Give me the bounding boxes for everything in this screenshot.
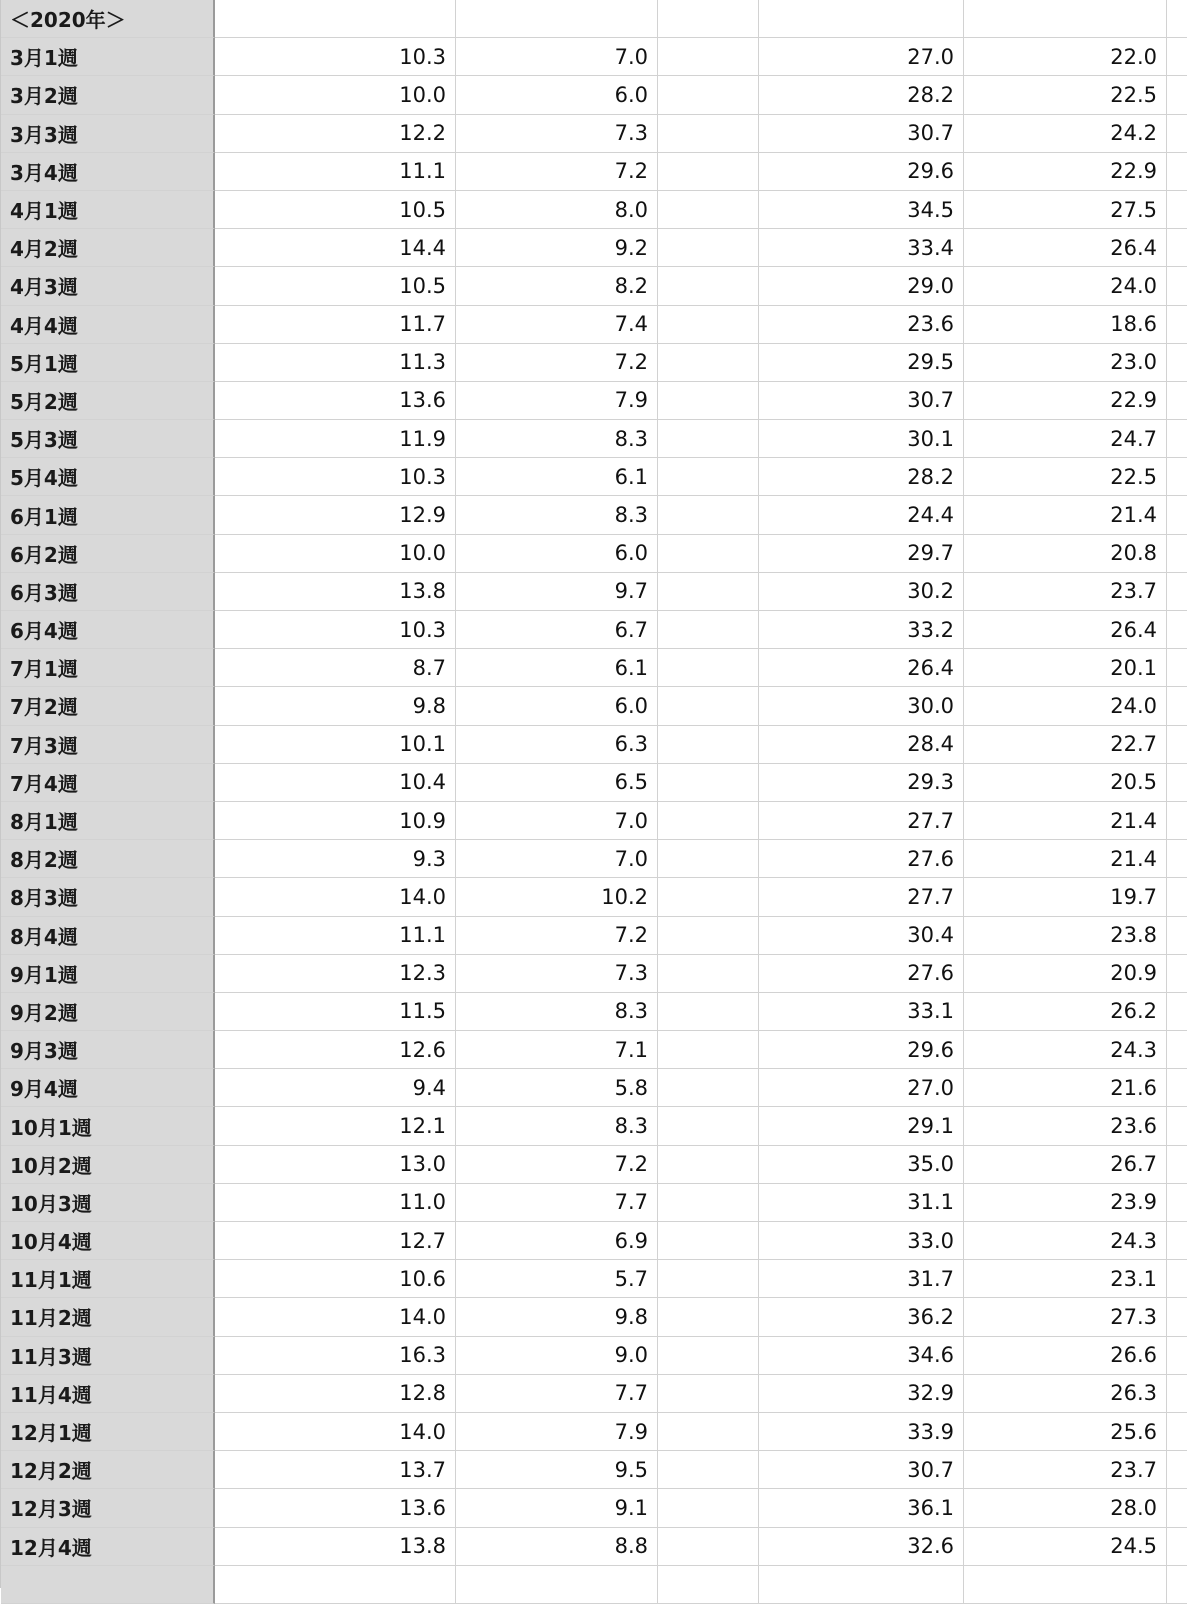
value-cell[interactable]: 22.7 [964, 726, 1167, 764]
value-cell[interactable]: 9.1 [456, 1489, 658, 1527]
value-cell[interactable]: 21.4 [964, 802, 1167, 840]
value-cell[interactable]: 23.6 [759, 306, 964, 344]
value-cell[interactable]: 31.1 [759, 1184, 964, 1222]
overflow-column-cell [1167, 1337, 1187, 1375]
value-cell[interactable] [658, 38, 759, 76]
empty-cell[interactable] [215, 1566, 456, 1604]
value-cell[interactable] [658, 191, 759, 229]
row-label-week[interactable]: 12月1週 [1, 1413, 215, 1451]
value-cell[interactable]: 7.2 [456, 917, 658, 955]
value-cell[interactable]: 30.7 [759, 1451, 964, 1489]
row-label-week[interactable]: 6月1週 [1, 496, 215, 534]
value-cell[interactable]: 10.0 [215, 535, 456, 573]
value-cell[interactable]: 10.5 [215, 191, 456, 229]
value-cell[interactable]: 12.7 [215, 1222, 456, 1260]
value-cell[interactable] [658, 993, 759, 1031]
value-cell[interactable]: 12.1 [215, 1107, 456, 1145]
value-cell[interactable] [658, 878, 759, 916]
value-cell[interactable] [658, 573, 759, 611]
value-cell[interactable]: 36.1 [759, 1489, 964, 1527]
value-cell[interactable]: 6.3 [456, 726, 658, 764]
row-label-week[interactable]: 6月4週 [1, 611, 215, 649]
value-cell[interactable] [658, 420, 759, 458]
value-cell[interactable] [658, 229, 759, 267]
value-cell[interactable]: 24.5 [964, 1528, 1167, 1566]
value-cell[interactable]: 18.6 [964, 306, 1167, 344]
row-label-week[interactable]: 11月4週 [1, 1375, 215, 1413]
value-cell[interactable]: 10.9 [215, 802, 456, 840]
value-cell[interactable]: 13.8 [215, 573, 456, 611]
value-cell[interactable]: 26.6 [964, 1337, 1167, 1375]
value-cell[interactable]: 33.2 [759, 611, 964, 649]
value-cell[interactable]: 10.1 [215, 726, 456, 764]
value-cell[interactable]: 8.0 [456, 191, 658, 229]
overflow-column-cell [1167, 306, 1187, 344]
value-cell[interactable]: 11.9 [215, 420, 456, 458]
value-cell[interactable] [658, 496, 759, 534]
value-cell[interactable]: 13.6 [215, 382, 456, 420]
row-label-week[interactable]: 12月4週 [1, 1528, 215, 1566]
value-cell[interactable]: 34.5 [759, 191, 964, 229]
value-cell[interactable]: 9.3 [215, 840, 456, 878]
row-label-week[interactable]: 5月3週 [1, 420, 215, 458]
overflow-column-cell [1167, 267, 1187, 305]
value-cell[interactable] [658, 115, 759, 153]
value-cell[interactable] [658, 1260, 759, 1298]
value-cell[interactable]: 27.6 [759, 955, 964, 993]
value-cell[interactable]: 7.3 [456, 955, 658, 993]
value-cell[interactable]: 13.7 [215, 1451, 456, 1489]
overflow-column-cell [1167, 1566, 1187, 1604]
row-label-week[interactable]: 6月3週 [1, 573, 215, 611]
value-cell[interactable]: 7.9 [456, 1413, 658, 1451]
row-label-week[interactable]: 10月1週 [1, 1107, 215, 1145]
row-label-week[interactable]: 3月1週 [1, 38, 215, 76]
value-cell[interactable]: 23.1 [964, 1260, 1167, 1298]
value-cell[interactable]: 24.2 [964, 115, 1167, 153]
value-cell[interactable]: 21.4 [964, 496, 1167, 534]
value-cell[interactable]: 9.0 [456, 1337, 658, 1375]
value-cell[interactable]: 13.0 [215, 1146, 456, 1184]
row-label-week[interactable]: 4月1週 [1, 191, 215, 229]
value-cell[interactable] [658, 1184, 759, 1222]
value-cell[interactable]: 25.6 [964, 1413, 1167, 1451]
value-cell[interactable]: 7.7 [456, 1375, 658, 1413]
value-cell[interactable]: 22.9 [964, 382, 1167, 420]
overflow-column-cell [1167, 1298, 1187, 1336]
value-cell[interactable]: 29.6 [759, 1031, 964, 1069]
value-cell[interactable]: 28.0 [964, 1489, 1167, 1527]
value-cell[interactable] [658, 687, 759, 725]
value-cell[interactable]: 22.9 [964, 153, 1167, 191]
value-cell[interactable]: 22.5 [964, 458, 1167, 496]
value-cell[interactable]: 27.0 [759, 38, 964, 76]
value-cell[interactable]: 10.4 [215, 764, 456, 802]
overflow-column-cell [1167, 1222, 1187, 1260]
value-cell[interactable]: 7.0 [456, 38, 658, 76]
value-cell[interactable] [658, 955, 759, 993]
row-label-week[interactable]: 11月2週 [1, 1298, 215, 1336]
value-cell[interactable]: 24.0 [964, 267, 1167, 305]
value-cell[interactable]: 9.8 [215, 687, 456, 725]
value-cell[interactable]: 12.6 [215, 1031, 456, 1069]
value-cell[interactable]: 8.3 [456, 1107, 658, 1145]
value-cell[interactable] [658, 1375, 759, 1413]
value-cell[interactable]: 24.4 [759, 496, 964, 534]
value-cell[interactable]: 6.1 [456, 649, 658, 687]
value-cell[interactable]: 24.7 [964, 420, 1167, 458]
overflow-column-cell [1167, 0, 1187, 38]
row-label-week[interactable]: 3月2週 [1, 76, 215, 114]
value-cell[interactable]: 9.5 [456, 1451, 658, 1489]
value-cell[interactable]: 10.3 [215, 458, 456, 496]
value-cell[interactable]: 33.1 [759, 993, 964, 1031]
value-cell[interactable]: 9.7 [456, 573, 658, 611]
row-label-week[interactable]: 12月3週 [1, 1489, 215, 1527]
value-cell[interactable]: 33.0 [759, 1222, 964, 1260]
value-cell[interactable]: 26.4 [964, 611, 1167, 649]
header-empty-cell[interactable] [456, 0, 658, 38]
value-cell[interactable]: 8.2 [456, 267, 658, 305]
value-cell[interactable]: 30.7 [759, 382, 964, 420]
value-cell[interactable]: 13.8 [215, 1528, 456, 1566]
value-cell[interactable] [658, 1031, 759, 1069]
value-cell[interactable]: 30.0 [759, 687, 964, 725]
value-cell[interactable]: 27.6 [759, 840, 964, 878]
header-empty-cell[interactable] [215, 0, 456, 38]
value-cell[interactable]: 22.0 [964, 38, 1167, 76]
value-cell[interactable]: 7.4 [456, 306, 658, 344]
value-cell[interactable]: 6.9 [456, 1222, 658, 1260]
row-label-week[interactable]: 10月2週 [1, 1146, 215, 1184]
value-cell[interactable]: 14.0 [215, 1413, 456, 1451]
overflow-column-cell [1167, 1260, 1187, 1298]
value-cell[interactable]: 7.9 [456, 382, 658, 420]
value-cell[interactable]: 9.8 [456, 1298, 658, 1336]
value-cell[interactable]: 29.3 [759, 764, 964, 802]
value-cell[interactable] [658, 764, 759, 802]
value-cell[interactable]: 14.0 [215, 878, 456, 916]
value-cell[interactable]: 11.7 [215, 306, 456, 344]
overflow-column-cell [1167, 611, 1187, 649]
overflow-column-cell [1167, 382, 1187, 420]
value-cell[interactable]: 10.3 [215, 38, 456, 76]
value-cell[interactable] [658, 1069, 759, 1107]
value-cell[interactable]: 12.2 [215, 115, 456, 153]
overflow-column-cell [1167, 76, 1187, 114]
value-cell[interactable]: 6.5 [456, 764, 658, 802]
value-cell[interactable]: 9.2 [456, 229, 658, 267]
value-cell[interactable]: 29.7 [759, 535, 964, 573]
row-label-week[interactable]: 7月1週 [1, 649, 215, 687]
overflow-column-cell [1167, 115, 1187, 153]
value-cell[interactable] [658, 726, 759, 764]
row-label-week[interactable]: 8月4週 [1, 917, 215, 955]
value-cell[interactable] [658, 802, 759, 840]
value-cell[interactable]: 29.5 [759, 344, 964, 382]
row-label-week[interactable]: 9月2週 [1, 993, 215, 1031]
row-label-week[interactable]: 8月2週 [1, 840, 215, 878]
row-label-week[interactable]: 9月1週 [1, 955, 215, 993]
row-label-week[interactable]: 11月1週 [1, 1260, 215, 1298]
overflow-column-cell [1167, 153, 1187, 191]
value-cell[interactable]: 23.0 [964, 344, 1167, 382]
empty-cell[interactable] [759, 1566, 964, 1604]
value-cell[interactable]: 26.4 [964, 229, 1167, 267]
overflow-column-cell [1167, 1413, 1187, 1451]
value-cell[interactable]: 30.4 [759, 917, 964, 955]
value-cell[interactable] [658, 306, 759, 344]
overflow-column-cell [1167, 229, 1187, 267]
row-label-week[interactable]: 9月4週 [1, 1069, 215, 1107]
value-cell[interactable] [658, 382, 759, 420]
overflow-column-cell [1167, 1489, 1187, 1527]
overflow-column-cell [1167, 1031, 1187, 1069]
value-cell[interactable] [658, 1222, 759, 1260]
value-cell[interactable]: 9.4 [215, 1069, 456, 1107]
value-cell[interactable]: 27.7 [759, 802, 964, 840]
row-label-week[interactable]: 7月2週 [1, 687, 215, 725]
value-cell[interactable]: 8.3 [456, 496, 658, 534]
value-cell[interactable]: 23.7 [964, 1451, 1167, 1489]
row-label-week[interactable]: 4月3週 [1, 267, 215, 305]
overflow-column-cell [1167, 917, 1187, 955]
value-cell[interactable]: 23.6 [964, 1107, 1167, 1145]
value-cell[interactable]: 27.0 [759, 1069, 964, 1107]
value-cell[interactable] [658, 153, 759, 191]
value-cell[interactable]: 23.7 [964, 573, 1167, 611]
overflow-column-cell [1167, 687, 1187, 725]
row-label-week[interactable]: 5月1週 [1, 344, 215, 382]
value-cell[interactable] [658, 535, 759, 573]
row-label-week[interactable]: 6月2週 [1, 535, 215, 573]
value-cell[interactable]: 26.2 [964, 993, 1167, 1031]
overflow-column-cell [1167, 420, 1187, 458]
value-cell[interactable]: 13.6 [215, 1489, 456, 1527]
header-empty-cell[interactable] [759, 0, 964, 38]
value-cell[interactable]: 10.5 [215, 267, 456, 305]
row-label-week[interactable]: 7月4週 [1, 764, 215, 802]
value-cell[interactable]: 6.0 [456, 687, 658, 725]
row-label-week[interactable]: 11月3週 [1, 1337, 215, 1375]
overflow-column-cell [1167, 840, 1187, 878]
row-label-week[interactable]: 10月3週 [1, 1184, 215, 1222]
overflow-column-cell [1167, 344, 1187, 382]
row-label-week[interactable]: 5月2週 [1, 382, 215, 420]
value-cell[interactable]: 11.3 [215, 344, 456, 382]
value-cell[interactable]: 6.0 [456, 76, 658, 114]
value-cell[interactable] [658, 1413, 759, 1451]
row-label-week[interactable]: 5月4週 [1, 458, 215, 496]
value-cell[interactable]: 11.0 [215, 1184, 456, 1222]
overflow-column-cell [1167, 1146, 1187, 1184]
value-cell[interactable]: 27.3 [964, 1298, 1167, 1336]
overflow-column-cell [1167, 1184, 1187, 1222]
value-cell[interactable] [658, 1298, 759, 1336]
value-cell[interactable]: 27.5 [964, 191, 1167, 229]
overflow-column-cell [1167, 764, 1187, 802]
value-cell[interactable]: 33.4 [759, 229, 964, 267]
value-cell[interactable]: 14.4 [215, 229, 456, 267]
value-cell[interactable]: 27.7 [759, 878, 964, 916]
row-label-week[interactable]: 8月3週 [1, 878, 215, 916]
value-cell[interactable] [658, 267, 759, 305]
overflow-column-cell [1167, 496, 1187, 534]
value-cell[interactable]: 22.5 [964, 76, 1167, 114]
value-cell[interactable]: 11.1 [215, 917, 456, 955]
value-cell[interactable]: 14.0 [215, 1298, 456, 1336]
empty-cell[interactable] [658, 1566, 759, 1604]
value-cell[interactable]: 12.9 [215, 496, 456, 534]
overflow-column-cell [1167, 802, 1187, 840]
row-label-week[interactable]: 7月3週 [1, 726, 215, 764]
value-cell[interactable] [658, 611, 759, 649]
value-cell[interactable]: 29.1 [759, 1107, 964, 1145]
value-cell[interactable] [658, 458, 759, 496]
empty-cell[interactable] [456, 1566, 658, 1604]
overflow-column-cell [1167, 1451, 1187, 1489]
value-cell[interactable]: 6.7 [456, 611, 658, 649]
value-cell[interactable]: 28.2 [759, 76, 964, 114]
value-cell[interactable]: 11.1 [215, 153, 456, 191]
value-cell[interactable]: 21.4 [964, 840, 1167, 878]
overflow-column-cell [1167, 1107, 1187, 1145]
row-label-week[interactable]: 4月2週 [1, 229, 215, 267]
value-cell[interactable]: 28.4 [759, 726, 964, 764]
row-label-week[interactable]: 4月4週 [1, 306, 215, 344]
overflow-column-cell [1167, 535, 1187, 573]
value-cell[interactable]: 30.7 [759, 115, 964, 153]
value-cell[interactable]: 21.6 [964, 1069, 1167, 1107]
value-cell[interactable]: 7.2 [456, 1146, 658, 1184]
value-cell[interactable]: 19.7 [964, 878, 1167, 916]
row-label-week[interactable]: 10月4週 [1, 1222, 215, 1260]
value-cell[interactable]: 16.3 [215, 1337, 456, 1375]
value-cell[interactable]: 12.3 [215, 955, 456, 993]
value-cell[interactable]: 24.3 [964, 1222, 1167, 1260]
value-cell[interactable]: 30.1 [759, 420, 964, 458]
value-cell[interactable]: 5.7 [456, 1260, 658, 1298]
value-cell[interactable] [658, 840, 759, 878]
row-label-week[interactable]: 3月3週 [1, 115, 215, 153]
value-cell[interactable]: 29.0 [759, 267, 964, 305]
value-cell[interactable] [658, 917, 759, 955]
value-cell[interactable]: 20.1 [964, 649, 1167, 687]
value-cell[interactable] [658, 1489, 759, 1527]
value-cell[interactable]: 6.0 [456, 535, 658, 573]
value-cell[interactable] [658, 76, 759, 114]
value-cell[interactable]: 7.0 [456, 840, 658, 878]
row-label-week[interactable]: 8月1週 [1, 802, 215, 840]
value-cell[interactable]: 10.3 [215, 611, 456, 649]
value-cell[interactable]: 5.8 [456, 1069, 658, 1107]
value-cell[interactable]: 20.5 [964, 764, 1167, 802]
value-cell[interactable]: 26.3 [964, 1375, 1167, 1413]
value-cell[interactable]: 7.0 [456, 802, 658, 840]
row-label-empty[interactable] [1, 1566, 215, 1604]
overflow-column-cell [1167, 458, 1187, 496]
overflow-column-cell [1167, 993, 1187, 1031]
value-cell[interactable]: 32.6 [759, 1528, 964, 1566]
value-cell[interactable]: 24.3 [964, 1031, 1167, 1069]
year-header-cell[interactable]: ＜2020年＞ [1, 0, 215, 38]
value-cell[interactable]: 10.2 [456, 878, 658, 916]
value-cell[interactable]: 24.0 [964, 687, 1167, 725]
overflow-column-cell [1167, 1528, 1187, 1566]
value-cell[interactable]: 10.0 [215, 76, 456, 114]
value-cell[interactable]: 7.2 [456, 153, 658, 191]
value-cell[interactable] [658, 1146, 759, 1184]
value-cell[interactable]: 26.4 [759, 649, 964, 687]
value-cell[interactable]: 7.1 [456, 1031, 658, 1069]
overflow-column-cell [1167, 1069, 1187, 1107]
value-cell[interactable] [658, 1337, 759, 1375]
value-cell[interactable]: 10.6 [215, 1260, 456, 1298]
value-cell[interactable] [658, 344, 759, 382]
row-label-week[interactable]: 12月2週 [1, 1451, 215, 1489]
value-cell[interactable]: 35.0 [759, 1146, 964, 1184]
value-cell[interactable]: 7.7 [456, 1184, 658, 1222]
value-cell[interactable] [658, 1107, 759, 1145]
value-cell[interactable]: 8.8 [456, 1528, 658, 1566]
value-cell[interactable]: 33.9 [759, 1413, 964, 1451]
value-cell[interactable]: 20.9 [964, 955, 1167, 993]
value-cell[interactable]: 23.9 [964, 1184, 1167, 1222]
value-cell[interactable]: 8.7 [215, 649, 456, 687]
value-cell[interactable]: 30.2 [759, 573, 964, 611]
overflow-column-cell [1167, 38, 1187, 76]
overflow-column-cell [1167, 1375, 1187, 1413]
value-cell[interactable]: 23.8 [964, 917, 1167, 955]
overflow-column-cell [1167, 573, 1187, 611]
value-cell[interactable] [658, 649, 759, 687]
value-cell[interactable]: 32.9 [759, 1375, 964, 1413]
value-cell[interactable]: 29.6 [759, 153, 964, 191]
value-cell[interactable] [658, 1528, 759, 1566]
overflow-column-cell [1167, 878, 1187, 916]
value-cell[interactable]: 11.5 [215, 993, 456, 1031]
value-cell[interactable]: 8.3 [456, 420, 658, 458]
empty-cell[interactable] [964, 1566, 1167, 1604]
overflow-column-cell [1167, 649, 1187, 687]
row-label-week[interactable]: 9月3週 [1, 1031, 215, 1069]
header-empty-cell[interactable] [964, 0, 1167, 38]
value-cell[interactable]: 20.8 [964, 535, 1167, 573]
value-cell[interactable]: 31.7 [759, 1260, 964, 1298]
value-cell[interactable]: 6.1 [456, 458, 658, 496]
value-cell[interactable]: 7.2 [456, 344, 658, 382]
value-cell[interactable]: 12.8 [215, 1375, 456, 1413]
header-empty-cell[interactable] [658, 0, 759, 38]
value-cell[interactable]: 26.7 [964, 1146, 1167, 1184]
value-cell[interactable]: 28.2 [759, 458, 964, 496]
value-cell[interactable]: 7.3 [456, 115, 658, 153]
value-cell[interactable]: 36.2 [759, 1298, 964, 1336]
value-cell[interactable]: 8.3 [456, 993, 658, 1031]
overflow-column-cell [1167, 191, 1187, 229]
overflow-column-cell [1167, 955, 1187, 993]
row-label-week[interactable]: 3月4週 [1, 153, 215, 191]
value-cell[interactable]: 34.6 [759, 1337, 964, 1375]
value-cell[interactable] [658, 1451, 759, 1489]
overflow-column-cell [1167, 726, 1187, 764]
